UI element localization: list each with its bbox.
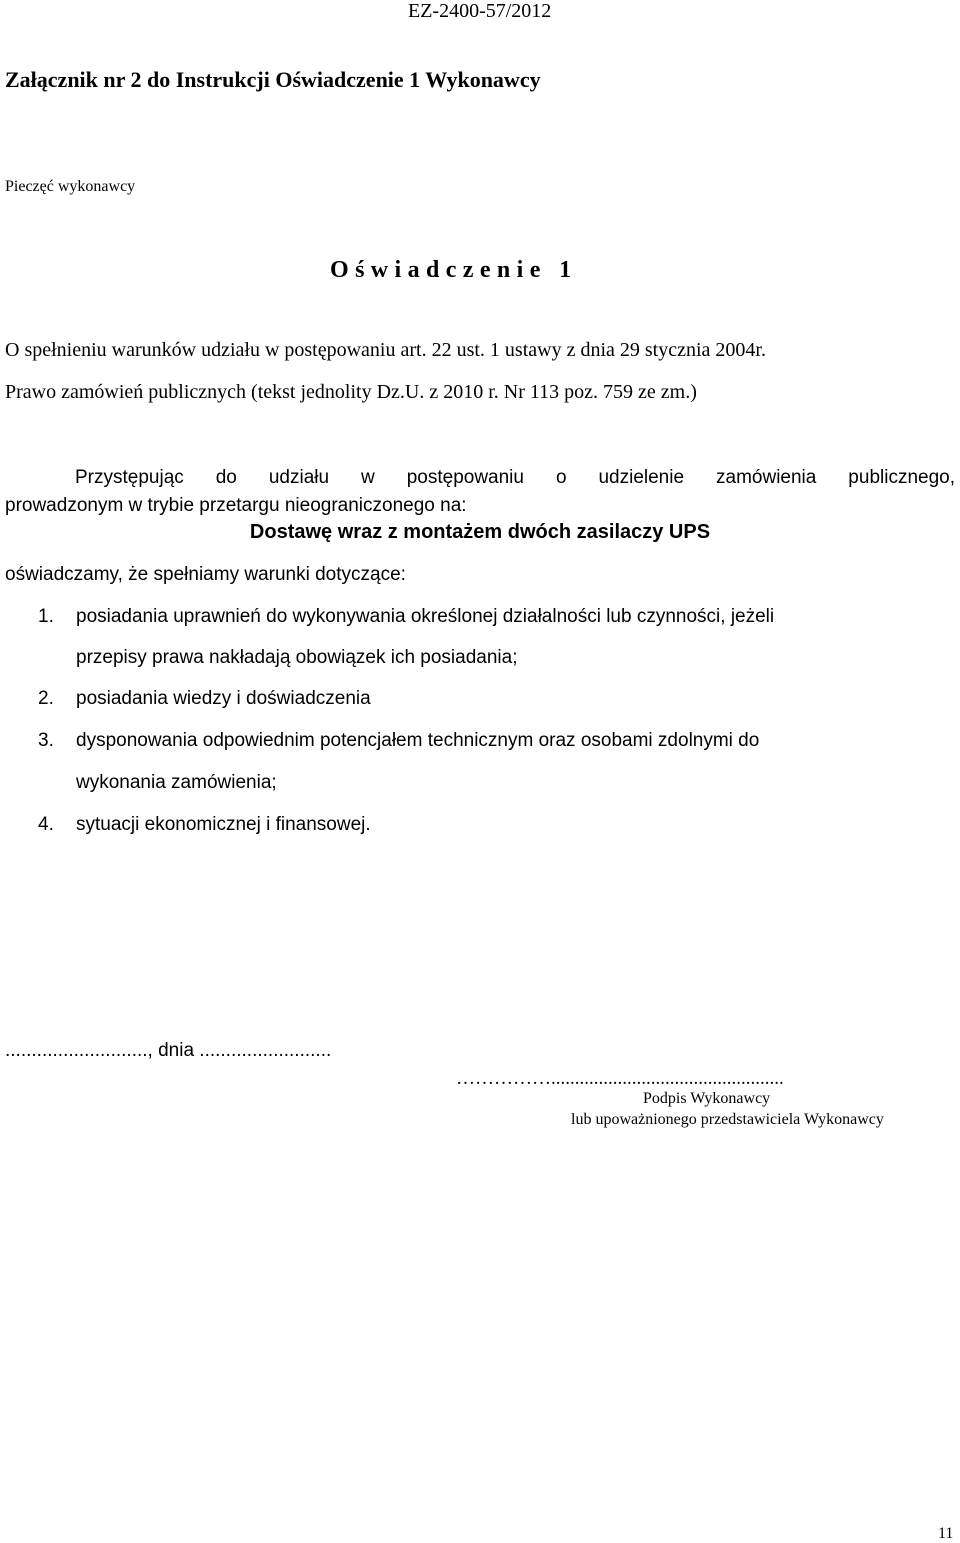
document-heading: Oświadczenie 1: [330, 257, 578, 283]
condition-text: wykonania zamówienia;: [76, 772, 277, 793]
signature-sublabel: lub upoważnionego przedstawiciela Wykonawcy: [571, 1111, 884, 1128]
intro-paragraph: [5, 464, 955, 520]
condition-text: dysponowania odpowiednim potencjałem technicznym oraz osobami zdolnymi do: [76, 730, 760, 751]
condition-number: 1.: [38, 606, 54, 627]
annex-title: Załącznik nr 2 do Instrukcji Oświadczenie 1 Wykonawcy: [5, 67, 541, 92]
declaration-statement: oświadczamy, że spełniamy warunki dotyczące:: [5, 564, 406, 585]
condition-text: sytuacji ekonomicznej i finansowej.: [76, 814, 371, 835]
condition-number: 3.: [38, 730, 54, 751]
intro-line-1: Przystępując do udziału w postępowaniu o udzielenie zamówienia publicznego,: [75, 467, 955, 488]
page-number: 11: [938, 1525, 954, 1542]
tender-subject: Dostawę wraz z montażem dwóch zasilaczy UPS: [249, 521, 711, 543]
condition-text: posiadania wiedzy i doświadczenia: [76, 688, 371, 709]
condition-text: posiadania uprawnień do wykonywania określonej działalności lub czynności, jeżeli: [76, 606, 775, 627]
signature-line: …………….................................................: [456, 1068, 784, 1089]
condition-text: przepisy prawa nakładają obowiązek ich posiadania;: [76, 647, 518, 668]
condition-number: 2.: [38, 688, 54, 709]
document-reference: EZ-2400-57/2012: [408, 0, 552, 22]
contractor-stamp-label: Pieczęć wykonawcy: [5, 178, 136, 195]
legal-basis-line-1: O spełnieniu warunków udziału w postępowaniu art. 22 ust. 1 ustawy z dnia 29 stycznia 2004r.: [5, 339, 766, 361]
intro-line-2: prowadzonym w trybie przetargu nieograniczonego na:: [5, 495, 467, 516]
signature-label: Podpis Wykonawcy: [643, 1090, 771, 1107]
legal-basis-line-2: Prawo zamówień publicznych (tekst jednolity Dz.U. z 2010 r. Nr 113 poz. 759 ze zm.): [5, 381, 697, 403]
place-and-date-line: ..........................., dnia .........................: [5, 1040, 332, 1061]
condition-number: 4.: [38, 814, 54, 835]
